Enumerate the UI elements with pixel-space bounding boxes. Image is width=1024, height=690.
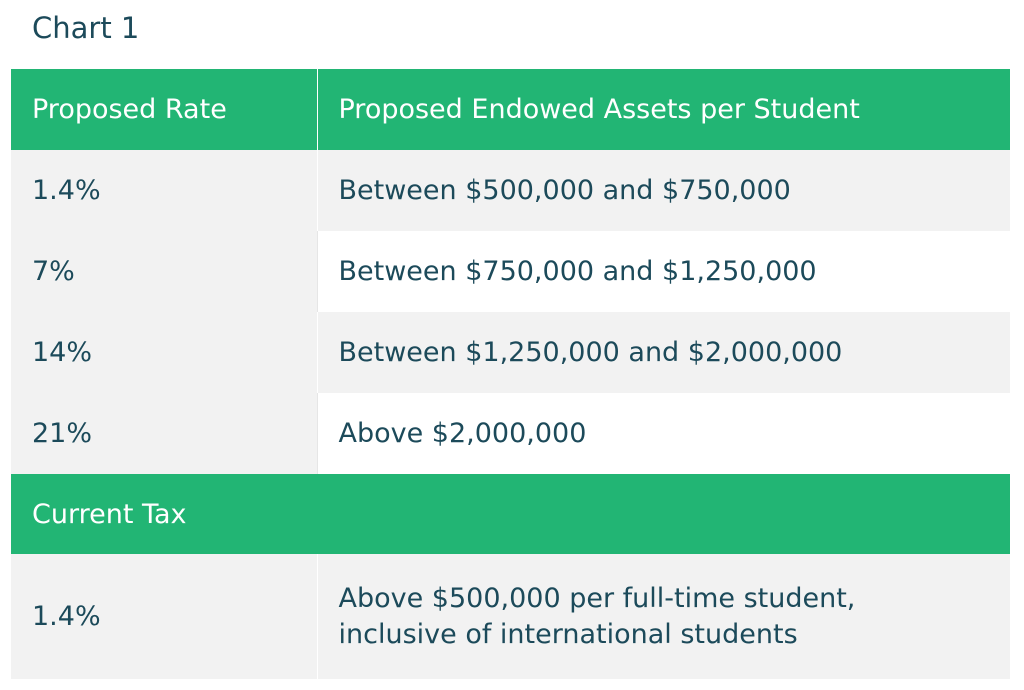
chart-title: Chart 1 (32, 11, 140, 45)
assets-cell: Above $2,000,000 (317, 393, 1010, 474)
table-row (11, 150, 1010, 231)
current-assets-line-1: Above $500,000 per full-time student, (338, 582, 856, 614)
rate-cell: 7% (11, 231, 317, 312)
table-header-row (11, 69, 1010, 150)
table-row (11, 231, 1010, 312)
table-row (11, 312, 1010, 393)
rates-table (11, 69, 1010, 679)
current-rate-cell: 1.4% (11, 554, 317, 679)
header-endowed-assets: Proposed Endowed Assets per Student (317, 69, 1010, 150)
rate-cell: 14% (11, 312, 317, 393)
current-assets-line-2: inclusive of international students (338, 618, 798, 650)
assets-cell: Between $1,250,000 and $2,000,000 (317, 312, 1010, 393)
rate-cell: 21% (11, 393, 317, 474)
assets-cell: Between $750,000 and $1,250,000 (317, 231, 1010, 312)
current-assets-cell (317, 554, 1010, 679)
table-row-current (11, 554, 1010, 679)
rate-cell: 1.4% (11, 150, 317, 231)
header-proposed-rate: Proposed Rate (11, 69, 317, 150)
section-header-row (11, 474, 1010, 554)
table-row (11, 393, 1010, 474)
assets-cell: Between $500,000 and $750,000 (317, 150, 1010, 231)
section-header-current-tax: Current Tax (11, 474, 1010, 554)
